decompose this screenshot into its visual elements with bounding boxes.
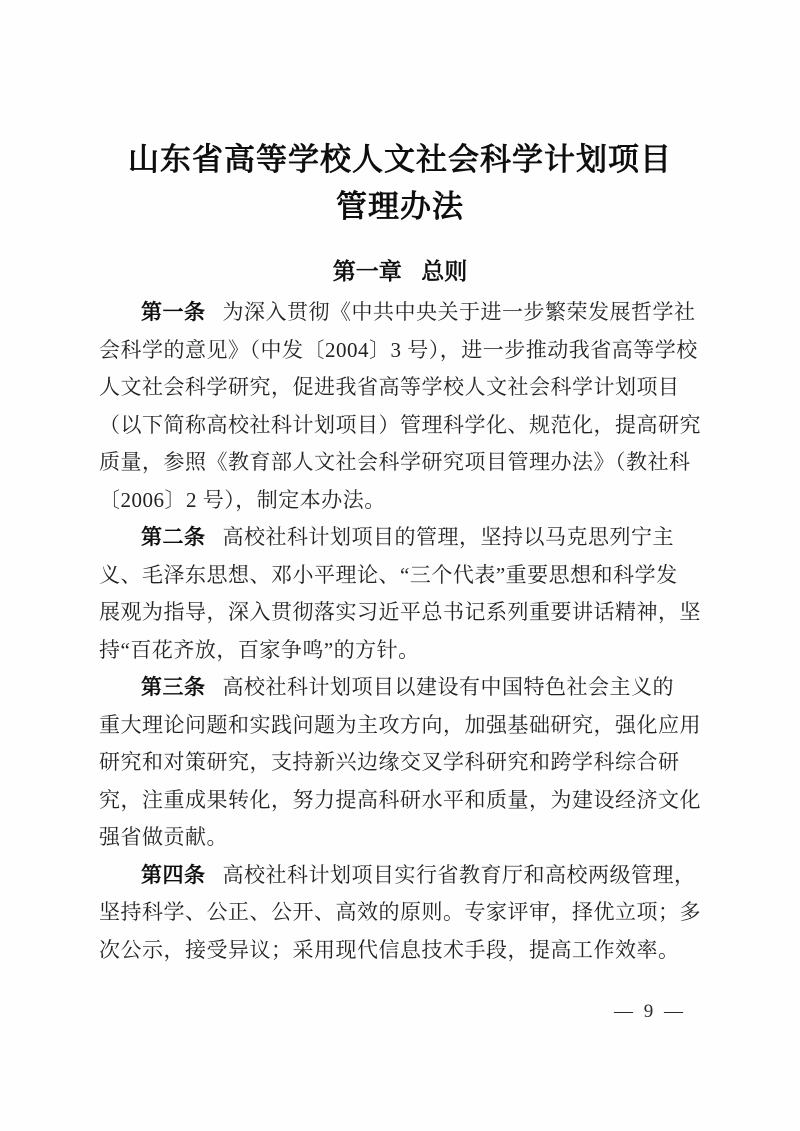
document-title-line-1: 山东省高等学校人文社会科学计划项目 — [128, 142, 672, 177]
article-3-text: 高校社科计划项目以建设有中国特色社会主义的 — [222, 675, 674, 699]
chapter-heading — [0, 253, 800, 286]
article-1-text: 为深入贯彻《中共中央关于进一步繁荣发展哲学社 — [222, 300, 696, 324]
article-4-label: 第四条 — [141, 863, 206, 887]
text-line: 〔2006〕2 号），制定本办法。 — [99, 487, 386, 512]
text-line — [99, 294, 705, 332]
text-line — [99, 519, 705, 557]
text-line: 强省做贡献。 — [99, 825, 228, 849]
article-3-label: 第三条 — [141, 676, 206, 699]
article-2-paragraph — [99, 519, 705, 669]
document-title-line-2: 管理办法 — [336, 189, 464, 224]
text-line — [99, 857, 705, 895]
article-2-label: 第二条 — [141, 526, 206, 549]
article-4-paragraph — [99, 857, 705, 970]
document-title — [0, 136, 800, 230]
text-line: 人文社会科学研究，促进我省高等学校人文社会科学计划项目 — [99, 375, 680, 399]
text-line: 研究和对策研究，支持新兴边缘交叉学科研究和跨学科综合研 — [99, 750, 680, 774]
text-line — [99, 669, 705, 707]
text-line: 质量，参照《教育部人文社会科学研究项目管理办法》（教社科 — [99, 450, 691, 474]
text-line: 坚持科学、公正、公开、高效的原则。专家评审，择优立项；多 — [99, 900, 701, 924]
text-line: 会科学的意见》（中发〔2004〕3 号），进一步推动我省高等学校 — [99, 337, 698, 362]
article-3-paragraph — [99, 669, 705, 857]
article-1-paragraph — [99, 294, 705, 519]
article-1-label: 第一条 — [141, 301, 206, 324]
text-line: 持“百花齐放，百家争鸣”的方针。 — [99, 637, 420, 662]
text-line: 义、毛泽东思想、邓小平理论、“三个代表”重要思想和科学发 — [99, 562, 678, 587]
document-body — [99, 294, 705, 969]
chapter-title: 总则 — [421, 258, 468, 284]
article-4-text: 高校社科计划项目实行省教育厅和高校两级管理， — [222, 862, 696, 887]
text-line: 展观为指导，深入贯彻落实习近平总书记系列重要讲话精神，坚 — [99, 600, 701, 624]
text-line: 重大理论问题和实践问题为主攻方向，加强基础研究，强化应用 — [99, 712, 701, 737]
page-number: — 9 — — [614, 1001, 686, 1022]
text-line: （以下简称高校社科计划项目）管理科学化、规范化，提高研究 — [99, 412, 701, 437]
article-2-text: 高校社科计划项目的管理，坚持以马克思列宁主 — [222, 525, 674, 549]
text-line: 究，注重成果转化，努力提高科研水平和质量，为建设经济文化 — [99, 787, 701, 812]
text-line: 次公示，接受异议；采用现代信息技术手段，提高工作效率。 — [99, 937, 680, 962]
chapter-label: 第一章 — [332, 258, 402, 284]
